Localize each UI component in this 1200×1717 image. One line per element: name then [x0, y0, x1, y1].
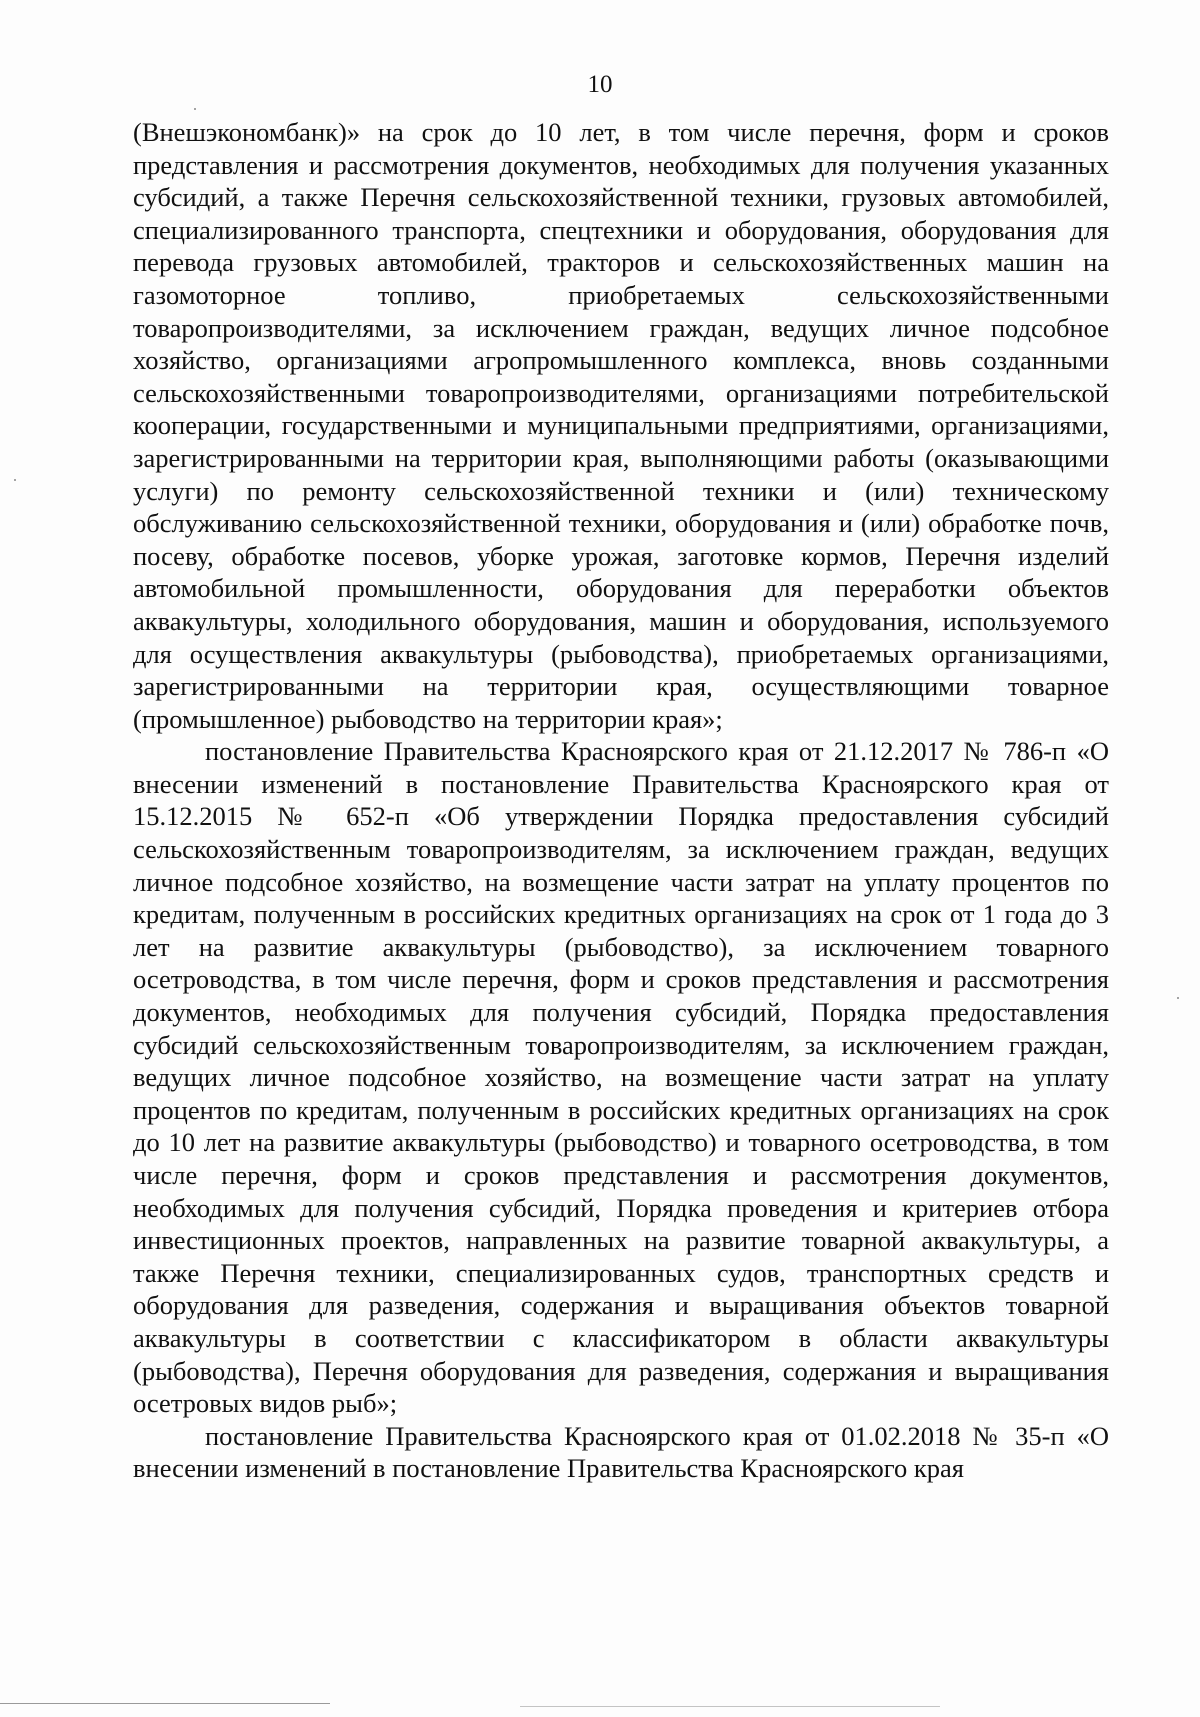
- scan-edge-mark: [520, 1706, 940, 1707]
- paragraph-resolution-786: постановление Правительства Красноярского края от 21.12.2017 № 786-п «О внесении изменений в постановление Правительства Красноярского края от 15.12.2015 № 652-п «Об утверждении Порядка предоставления субсидий сельскохозяйственным товаропроизводителям, за исключением граждан, ведущих личное подсобное хозяйство, на возмещение части затрат на уплату процентов по кредитам, полученным в российских кредитных организациях на срок от 1 года до 3 лет на развитие аквакультуры (рыбоводство), за исключением товарного осетроводства, в том числе перечня, форм и сроков представления и рассмотрения документов, необходимых для получения субсидий, Порядка предоставления субсидий сельскохозяйственным товаропроизводителям, за исключением граждан, ведущих личное подсобное хозяйство, на возмещение части затрат на уплату процентов по кредитам, полученным в российских кредитных организациях на срок до 10 лет на развитие аквакультуры (рыбоводство) и товарного осетроводства, в том числе перечня, форм и сроков представления и рассмотрения документов, необходимых для получения субсидий, Порядка проведения и критериев отбора инвестиционных проектов, направленных на развитие товарной аквакультуры, а также Перечня техники, специализированных судов, транспортных средств и оборудования для разведения, содержания и выращивания объектов товарной аквакультуры в соответствии с классификатором в области аквакультуры (рыбоводства), Перечня оборудования для разведения, содержания и выращивания осетровых видов рыб»;: [133, 736, 1109, 1419]
- scan-speck: [14, 479, 16, 481]
- scan-speck: [194, 108, 196, 110]
- scan-edge-mark: [0, 1703, 330, 1704]
- scan-speck: [1177, 997, 1179, 999]
- document-body: [133, 116, 1109, 1485]
- paragraph-continuation: (Внешэкономбанк)» на срок до 10 лет, в том числе перечня, форм и сроков представления и рассмотрения документов, необходимых для получения указанных субсидий, а также Перечня сельскохозяйственной техники, грузовых автомобилей, специализированного транспорта, спецтехники и оборудования, оборудования для перевода грузовых автомобилей, тракторов и сельскохозяйственных машин на газомоторное топливо, приобретаемых сельскохозяйственными товаропроизводителями, за исключением граждан, ведущих личное подсобное хозяйство, организациями агропромышленного комплекса, вновь созданными сельскохозяйственными товаропроизводителями, организациями потребительской кооперации, государственными и муниципальными предприятиями, организациями, зарегистрированными на территории края, выполняющими работы (оказывающими услуги) по ремонту сельскохозяйственной техники и (или) техническому обслуживанию сельскохозяйственной техники, оборудования и (или) обработке почв, посеву, обработке посевов, уборке урожая, заготовке кормов, Перечня изделий автомобильной промышленности, оборудования для переработки объектов аквакультуры, холодильного оборудования, машин и оборудования, используемого для осуществления аквакультуры (рыбоводства), приобретаемых организациями, зарегистрированными на территории края, осуществляющими товарное (промышленное) рыбоводство на территории края»;: [133, 117, 1109, 734]
- paragraph-resolution-35: постановление Правительства Красноярского края от 01.02.2018 № 35-п «О внесении изменений в постановление Правительства Красноярского края: [133, 1420, 1109, 1484]
- page-number: 10: [587, 71, 613, 98]
